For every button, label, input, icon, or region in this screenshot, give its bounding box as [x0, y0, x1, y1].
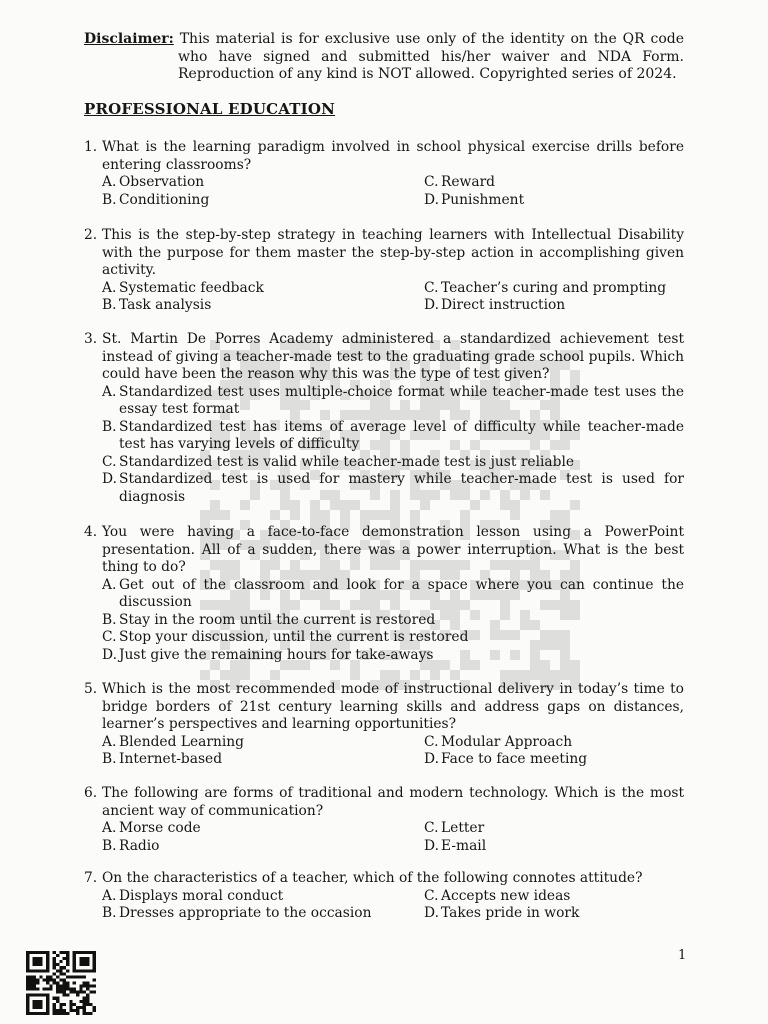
option-text: Punishment [441, 191, 525, 208]
question-stem [84, 227, 684, 280]
option-c [424, 280, 684, 298]
option-c [424, 888, 684, 906]
question-stem [84, 331, 684, 384]
option-letter: C. [424, 733, 439, 750]
option-text: Accepts new ideas [441, 887, 571, 904]
option-letter: D. [102, 646, 117, 663]
disclaimer-label: Disclaimer: [84, 31, 174, 47]
option-d [424, 297, 684, 315]
option-text: Standardized test is used for mastery while teacher-made test is used for diagnosis [119, 471, 684, 505]
page-number: 1 [678, 948, 687, 963]
option-a [102, 280, 424, 298]
options-list [84, 820, 684, 855]
option-text: Direct instruction [441, 297, 566, 313]
option-letter: A. [102, 733, 117, 750]
option-letter: C. [424, 174, 439, 190]
options-list [84, 384, 684, 507]
question-text: What is the learning paradigm involved in school physical exercise drills before entering classrooms? [102, 139, 684, 173]
option-text: Stop your discussion, until the current is restored [119, 629, 469, 645]
question-number: 5. [84, 681, 98, 697]
question-stem [84, 681, 684, 734]
question-4 [84, 524, 684, 664]
options-list [84, 734, 684, 769]
question-text: On the characteristics of a teacher, which of the following connotes attitude? [102, 870, 643, 886]
option-letter: D. [424, 751, 439, 767]
question-text: You were having a face-to-face demonstration lesson using a PowerPoint presentation. All of a sudden, there was a power interruption. What is the best thing to do? [102, 524, 684, 575]
options-list [84, 280, 684, 315]
option-d [424, 192, 684, 210]
option-text: Standardized test has items of average level of difficulty while teacher-made test has varying levels of difficulty [119, 418, 684, 452]
question-number: 2. [84, 227, 98, 243]
option-letter: B. [102, 837, 117, 854]
option-letter: D. [424, 191, 439, 208]
question-stem [84, 870, 684, 888]
question-text: This is the step-by-step strategy in teaching learners with Intellectual Disability with the purpose for them master the step-by-step action in accomplishing given activity. [102, 227, 684, 278]
disclaimer-rest: who have signed and submitted his/her waiver and NDA Form. Reproduction of any kind is NOT allowed. Copyrighted series of 2024. [178, 48, 684, 82]
option-a [102, 888, 424, 906]
option-letter: A. [102, 174, 117, 190]
option-a [102, 820, 424, 838]
option-letter: B. [102, 418, 117, 435]
option-b [102, 905, 424, 923]
option-text: Systematic feedback [119, 279, 264, 296]
option-text: Modular Approach [441, 733, 573, 750]
option-letter: B. [102, 297, 117, 313]
option-letter: C. [102, 453, 117, 470]
option-text: Teacher’s curing and prompting [441, 279, 667, 296]
option-a [102, 384, 684, 419]
option-text: Reward [441, 174, 496, 190]
option-letter: D. [424, 837, 439, 854]
option-d [102, 471, 684, 506]
question-3 [84, 331, 684, 506]
question-text: Which is the most recommended mode of instructional delivery in today’s time to bridge borders of 21st century learning skills and address gaps on distances, learner’s perspectives and learning opportunities? [102, 681, 684, 732]
option-b [102, 612, 684, 630]
option-letter: A. [102, 383, 117, 400]
disclaimer [84, 31, 684, 84]
question-number: 4. [84, 524, 98, 540]
option-text: Standardized test is valid while teacher-made test is just reliable [119, 453, 575, 470]
options-list [84, 888, 684, 923]
option-d [424, 838, 684, 856]
option-text: Displays moral conduct [119, 887, 284, 904]
option-text: Task analysis [119, 297, 212, 313]
option-text: Letter [441, 820, 485, 836]
option-text: Get out of the classroom and look for a space where you can continue the discussion [119, 576, 684, 610]
option-text: Radio [119, 837, 160, 854]
option-letter: A. [102, 887, 117, 904]
option-a [102, 174, 424, 192]
option-letter: B. [102, 191, 117, 208]
option-text: Conditioning [119, 191, 210, 208]
option-letter: C. [102, 629, 117, 645]
section-title: PROFESSIONAL EDUCATION [84, 100, 336, 118]
option-text: Observation [119, 174, 205, 190]
option-text: E-mail [441, 837, 487, 854]
option-letter: D. [424, 905, 439, 921]
option-b [102, 192, 424, 210]
option-text: Stay in the room until the current is restored [119, 611, 436, 628]
option-text: Internet-based [119, 751, 223, 767]
disclaimer-line-1: This material is for exclusive use only of the identity on the QR code [179, 31, 684, 47]
question-number: 1. [84, 139, 98, 155]
question-number: 6. [84, 785, 98, 801]
option-d [102, 647, 684, 665]
options-list [84, 577, 684, 665]
option-text: Just give the remaining hours for take-aways [119, 646, 434, 663]
options-list [84, 174, 684, 209]
option-c [424, 820, 684, 838]
option-c [102, 629, 684, 647]
question-stem [84, 785, 684, 820]
question-text: St. Martin De Porres Academy administered a standardized achievement test instead of giving a teacher-made test to the graduating grade school pupils. Which could have been the reason why this was the type of test given? [102, 331, 684, 382]
option-text: Morse code [119, 820, 201, 836]
option-letter: B. [102, 905, 117, 921]
option-text: Blended Learning [119, 733, 244, 750]
question-2 [84, 227, 684, 315]
option-text: Takes pride in work [441, 905, 580, 921]
question-6 [84, 785, 684, 855]
option-c [424, 174, 684, 192]
option-letter: C. [424, 279, 439, 296]
option-d [424, 751, 684, 769]
option-d [424, 905, 684, 923]
option-letter: B. [102, 751, 117, 767]
option-b [102, 297, 424, 315]
option-letter: B. [102, 611, 117, 628]
question-stem [84, 139, 684, 174]
question-5 [84, 681, 684, 769]
option-letter: C. [424, 887, 439, 904]
question-stem [84, 524, 684, 577]
option-letter: A. [102, 820, 117, 836]
option-b [102, 751, 424, 769]
option-text: Standardized test uses multiple-choice format while teacher-made test uses the essay test format [119, 383, 684, 417]
option-c [102, 454, 684, 472]
qr-code-icon [26, 951, 96, 1015]
option-letter: A. [102, 576, 117, 593]
option-letter: C. [424, 820, 439, 836]
option-a [102, 577, 684, 612]
option-c [424, 734, 684, 752]
option-letter: A. [102, 279, 117, 296]
question-number: 7. [84, 870, 98, 886]
question-text: The following are forms of traditional and modern technology. Which is the most ancient way of communication? [102, 785, 684, 819]
option-text: Face to face meeting [441, 751, 588, 767]
question-1 [84, 139, 684, 209]
option-text: Dresses appropriate to the occasion [119, 905, 372, 921]
option-a [102, 734, 424, 752]
question-7 [84, 870, 684, 923]
disclaimer-text [84, 31, 684, 84]
option-letter: D. [102, 471, 117, 487]
option-b [102, 838, 424, 856]
question-number: 3. [84, 331, 98, 347]
option-b [102, 419, 684, 454]
option-letter: D. [424, 297, 439, 313]
